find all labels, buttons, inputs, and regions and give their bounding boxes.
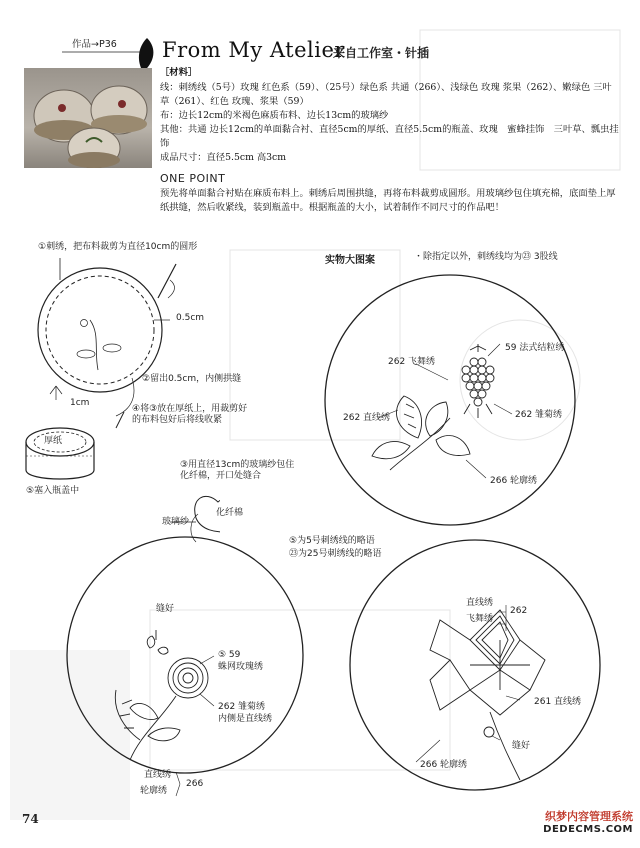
pattern-circle-left	[67, 537, 303, 773]
label-262-daisy-left: 262 雏菊绣	[218, 702, 266, 712]
watermark	[507, 808, 633, 840]
step2-label: ②留出0.5cm，内侧拱缝	[142, 374, 242, 384]
label-5-59: ⑤ 59	[218, 650, 241, 660]
label-262-daisy: 262 雏菊绣	[515, 410, 563, 420]
legend-25: ㉓为25号刺绣线的略语	[289, 549, 382, 559]
label-262-fly-stitch: 262 飞舞绣	[388, 357, 436, 367]
label-outline-left: 轮廓绣	[140, 786, 168, 796]
one-point-heading: ONE POINT	[160, 172, 226, 185]
legend-5: ⑤为5号刺绣线的略语	[289, 536, 375, 546]
materials-thread: 线：刺绣线（5号）玫瑰 红色系（59）、（25号）绿色系 共通（266）、浅绿色 玫瑰 浆果（262）、嫩绿色 三叶草（261）、红色 玫瑰、浆果（59）	[160, 82, 612, 107]
cardboard-label: 厚纸	[44, 436, 63, 446]
label-266-outline-right: 266 轮廓绣	[420, 760, 468, 770]
organza-label: 玻璃纱	[162, 517, 190, 527]
pattern-heading: 实物大图案	[325, 255, 375, 266]
watermark-line2: DEDECMS.COM	[543, 824, 633, 835]
watermark-line1: 织梦内容管理系统	[545, 810, 633, 823]
label-266-left: 266	[186, 779, 204, 789]
label-262-right: 262	[510, 606, 528, 616]
label-inner-straight: 内侧是直线绣	[218, 714, 273, 724]
label-fly-right: 飞舞绣	[466, 614, 494, 624]
step1-dim-1: 1cm	[70, 398, 90, 408]
page-subtitle: 来自工作室・针插	[333, 46, 430, 60]
materials-other: 其他：共通 边长12cm的单面黏合衬、直径5cm的厚纸、直径5.5cm的瓶盖、玫瑰 蜜蜂挂饰 三叶草、瓢虫挂饰	[160, 124, 619, 149]
step4-label: ④将③放在厚纸上，用裁剪好的布料包好后将线收紧	[132, 404, 248, 425]
materials-heading: ［材料］	[160, 67, 198, 78]
label-stitch-fast-right: 缝好	[512, 741, 531, 751]
web-rose-motif	[115, 630, 208, 760]
label-straight-left: 直线绣	[144, 770, 172, 780]
finished-size: 成品尺寸：直径5.5cm 高3cm	[160, 152, 287, 163]
label-266-outline: 266 轮廓绣	[490, 476, 538, 486]
leaf-cluster	[372, 396, 470, 470]
page-title: From My Atelier	[162, 38, 345, 62]
one-point-text: 预先将单面黏合衬贴在麻质布料上。刺绣后周围拱缝，再将布料裁剪成圆形。用玻璃纱包住填充棉，底面垫上厚纸拱缝，然后收紧线，装到瓶盖中。根据瓶盖的大小，试着制作不同尺寸的作品吧！	[160, 188, 616, 213]
pattern-circle-top	[325, 275, 575, 525]
pattern-note: ・除指定以外，刺绣线均为㉓ 3股线	[414, 252, 558, 262]
step1-dim-05: 0.5cm	[176, 313, 205, 323]
label-262-straight: 262 直线绣	[343, 413, 391, 423]
geometric-flower-motif	[430, 610, 545, 780]
label-261-straight: 261 直线绣	[534, 697, 582, 707]
reference-label: 作品→P36	[72, 39, 117, 50]
label-stitch-fast-left: 缝好	[156, 604, 175, 614]
label-straight-right: 直线绣	[466, 598, 494, 608]
label-59-french-knot: 59 法式结粒绣	[505, 343, 565, 353]
step3-label: ③用直径13cm的玻璃纱包住化纤棉，开口处缝合	[180, 460, 295, 481]
fiberfill-label: 化纤棉	[216, 508, 244, 518]
step1-label: ①刺绣，把布料裁剪为直径10cm的圆形	[38, 242, 198, 252]
step5-label: ⑤塞入瓶盖中	[26, 486, 80, 496]
page-number: 74	[22, 812, 39, 826]
materials-cloth: 布：边长12cm的米褐色麻质布料、边长13cm的玻璃纱	[160, 110, 389, 121]
label-web-rose: 蛛网玫瑰绣	[218, 662, 264, 672]
